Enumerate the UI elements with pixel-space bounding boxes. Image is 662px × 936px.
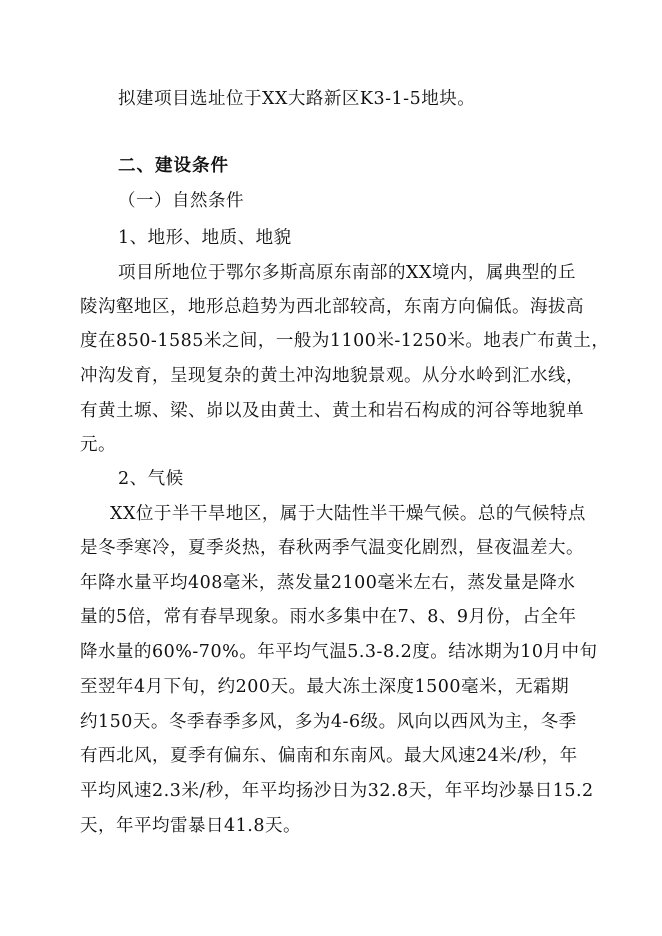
climate-line: 是冬季寒冷，夏季炎热，春秋两季气温变化剧烈，昼夜温差大。 <box>80 538 584 558</box>
climate-line: 至翌年4月下旬，约200天。最大冻土深度1500毫米，无霜期 <box>80 677 570 697</box>
climate-line: 有西北风，夏季有偏东、偏南和东南风。最大风速24米/秒，年 <box>80 746 578 766</box>
terrain-line: 有黄土塬、梁、峁以及由黄土、黄土和岩石构成的河谷等地貌单 <box>80 401 584 421</box>
terrain-line: 陵沟壑地区，地形总趋势为西北部较高，东南方向偏低。海拔高 <box>80 297 584 317</box>
subsection-heading-natural-conditions: （一）自然条件 <box>118 191 244 211</box>
terrain-line: 度在850-1585米之间，一般为1100米-1250米。地表广布黄土， <box>80 331 610 351</box>
climate-line: XX位于半干旱地区，属于大陆性半干燥气候。总的气候特点 <box>110 504 586 524</box>
item-heading-terrain-geology: 1、地形、地质、地貌 <box>118 228 292 248</box>
section-heading-construction-conditions: 二、建设条件 <box>118 156 229 176</box>
climate-line: 降水量的60%-70%。年平均气温5.3-8.2度。结冰期为10月中旬 <box>80 642 598 662</box>
climate-line: 量的5倍，常有春旱现象。雨水多集中在7、8、9月份，占全年 <box>80 607 577 627</box>
terrain-line: 项目所地位于鄂尔多斯高原东南部的XX境内，属典型的丘 <box>118 263 576 283</box>
climate-line: 年降水量平均408毫米，蒸发量2100毫米左右，蒸发量是降水 <box>80 573 576 593</box>
terrain-line: 冲沟发育，呈现复杂的黄土冲沟地貌景观。从分水岭到汇水线， <box>80 366 584 386</box>
climate-line: 平均风速2.3米/秒，年平均扬沙日为32.8天，年平均沙暴日15.2 <box>80 781 594 801</box>
climate-line: 天，年平均雷暴日41.8天。 <box>80 816 301 836</box>
terrain-line: 元。 <box>80 435 116 455</box>
climate-line: 约150天。冬季春季多风，多为4-6级。风向以西风为主，冬季 <box>80 712 577 732</box>
site-location-paragraph: 拟建项目选址位于XX大路新区K3-1-5地块。 <box>118 89 476 109</box>
item-heading-climate: 2、气候 <box>118 469 184 489</box>
